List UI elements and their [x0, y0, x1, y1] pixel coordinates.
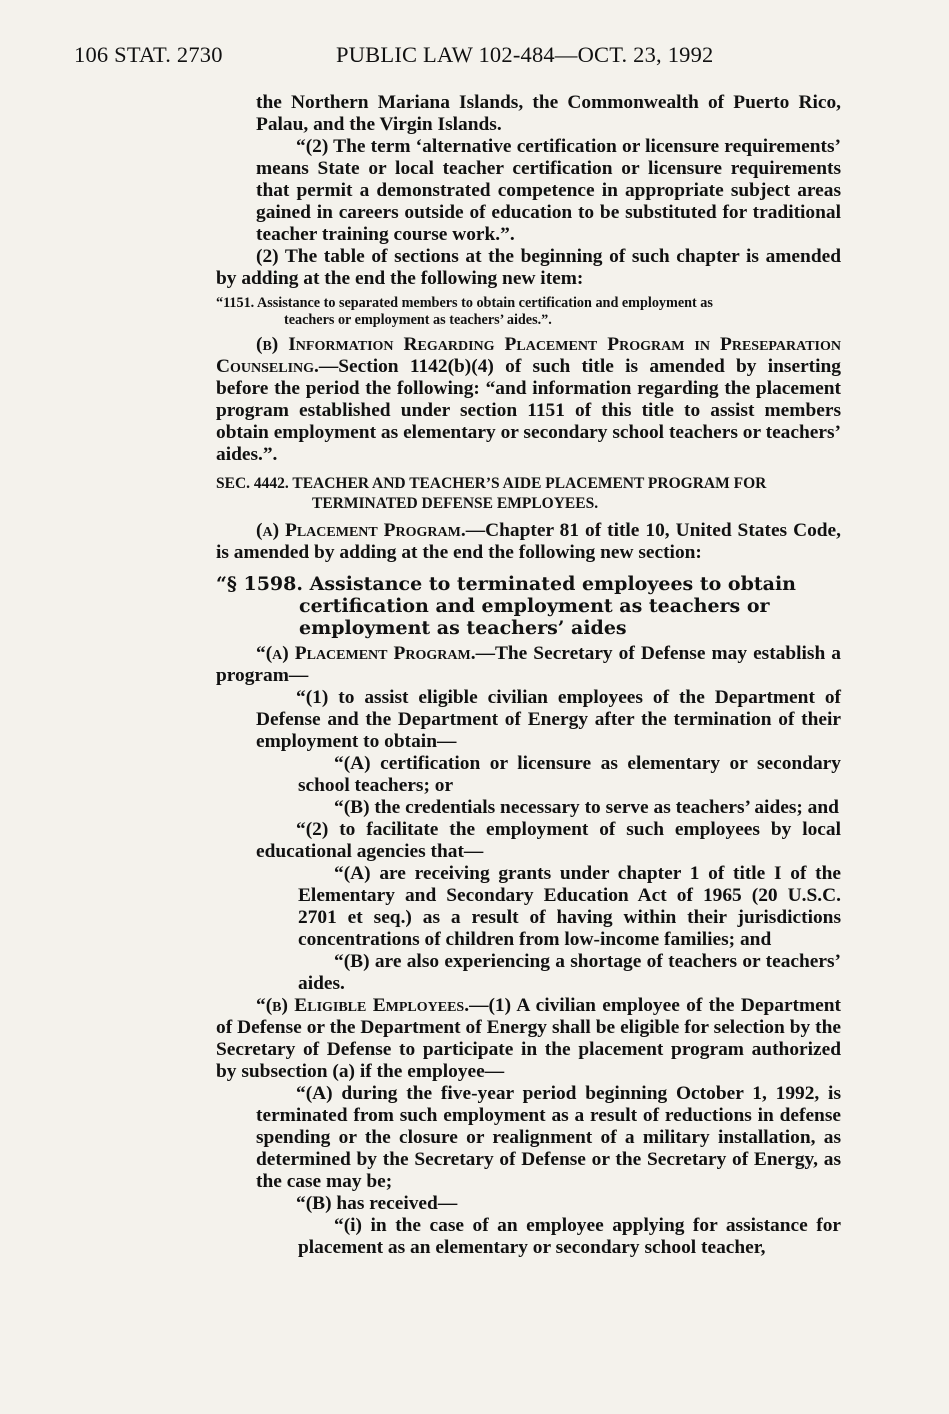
- paragraph-definition-2: “(2) The term ‘alternative certification or licensure requirements’ means State or local teacher certification or licensure requirements that permit a demonstrated competence in appropriate subject areas gained in careers outside of education to be substituted for traditional teacher training course work.”.: [256, 136, 841, 245]
- paragraph-continuation: the Northern Mariana Islands, the Commonwealth of Puerto Rico, Palau, and the Virgin Islands.: [256, 92, 841, 135]
- new-subsection-a-text: —The Secretary of Defense may establish a program—: [216, 643, 841, 686]
- running-head: PUBLIC LAW 102-484—OCT. 23, 1992: [336, 42, 714, 67]
- paragraph-a-1: “(1) to assist eligible civilian employees of the Department of Defense and the Department of Energy after the termination of their employment to obtain—: [256, 687, 841, 752]
- paragraph-a-1-A: “(A) certification or licensure as elementary or secondary school teachers; or: [298, 753, 841, 796]
- statute-page-number: 106 STAT. 2730: [74, 42, 223, 67]
- new-subsection-a-heading: “(a) Placement Program.: [256, 643, 476, 664]
- subsection-a-heading: (a) Placement Program.: [256, 520, 466, 541]
- new-section-title: “§ 1598. Assistance to terminated employees to obtain certification and employment as teachers or employment as teachers’ aides: [216, 573, 797, 639]
- paragraph-a-2-B: “(B) are also experiencing a shortage of teachers or teachers’ aides.: [298, 951, 841, 994]
- subsection-a-text: —Chapter 81 of title 10, United States Code, is amended by adding at the end the following new section:: [216, 520, 842, 563]
- table-item-line-2: teachers or employment as teachers’ aides.”.: [284, 312, 552, 328]
- paragraph-a-2-A: “(A) are receiving grants under chapter 1 of title I of the Elementary and Secondary Education Act of 1965 (20 U.S.C. 2701 et seq.) as a result of having within their jurisdictions concentrations of children from low-income families; and: [298, 863, 841, 950]
- paragraph-a-1-B: “(B) the credentials necessary to serve as teachers’ aides; and: [334, 797, 839, 818]
- new-subsection-b-text: —(1) A civilian employee of the Department of Defense or the Department of Energy shall be eligible for selection by the Secretary of Defense to participate in the placement program authorized by subsection (a) if the employee—: [216, 995, 842, 1082]
- subsection-b-text: —Section 1142(b)(4) of such title is amended by inserting before the period the following: “and information regarding the placement program established under section 1151 of this title to assist members obtain employment as elementary or secondary school teachers or teachers’ aides.”.: [216, 356, 841, 465]
- document-body: [216, 92, 841, 1259]
- paragraph-a-2: “(2) to facilitate the employment of such employees by local educational agencies that—: [256, 819, 841, 862]
- paragraph-b-B: “(B) has received—: [296, 1193, 458, 1214]
- paragraph-amendment-2: (2) The table of sections at the beginning of such chapter is amended by adding at the end the following new item:: [216, 246, 841, 289]
- table-item-line-1: “1151. Assistance to separated members to obtain certification and employment as: [216, 295, 713, 311]
- new-subsection-b: [216, 995, 841, 1083]
- new-subsection-a: [216, 643, 841, 687]
- paragraph-b-B-i: “(i) in the case of an employee applying for assistance for placement as an elementary or secondary school teacher,: [298, 1215, 841, 1258]
- subsection-b: [216, 334, 841, 466]
- subsection-a: [216, 520, 841, 564]
- new-subsection-b-heading: “(b) Eligible Employees.: [256, 995, 470, 1016]
- section-heading: SEC. 4442. TEACHER AND TEACHER’S AIDE PLACEMENT PROGRAM FOR TERMINATED DEFENSE EMPLOYEES.: [216, 475, 767, 512]
- subsection-b-heading: (b) Information Regarding Placement Program in Preseparation Counseling.: [216, 334, 841, 377]
- table-of-sections-item: [216, 295, 841, 329]
- paragraph-b-A: “(A) during the five-year period beginning October 1, 1992, is terminated from such employment as a result of reductions in defense spending or the closure or realignment of a military installation, as determined by the Secretary of Defense or the Secretary of Energy, as the case may be;: [256, 1083, 841, 1192]
